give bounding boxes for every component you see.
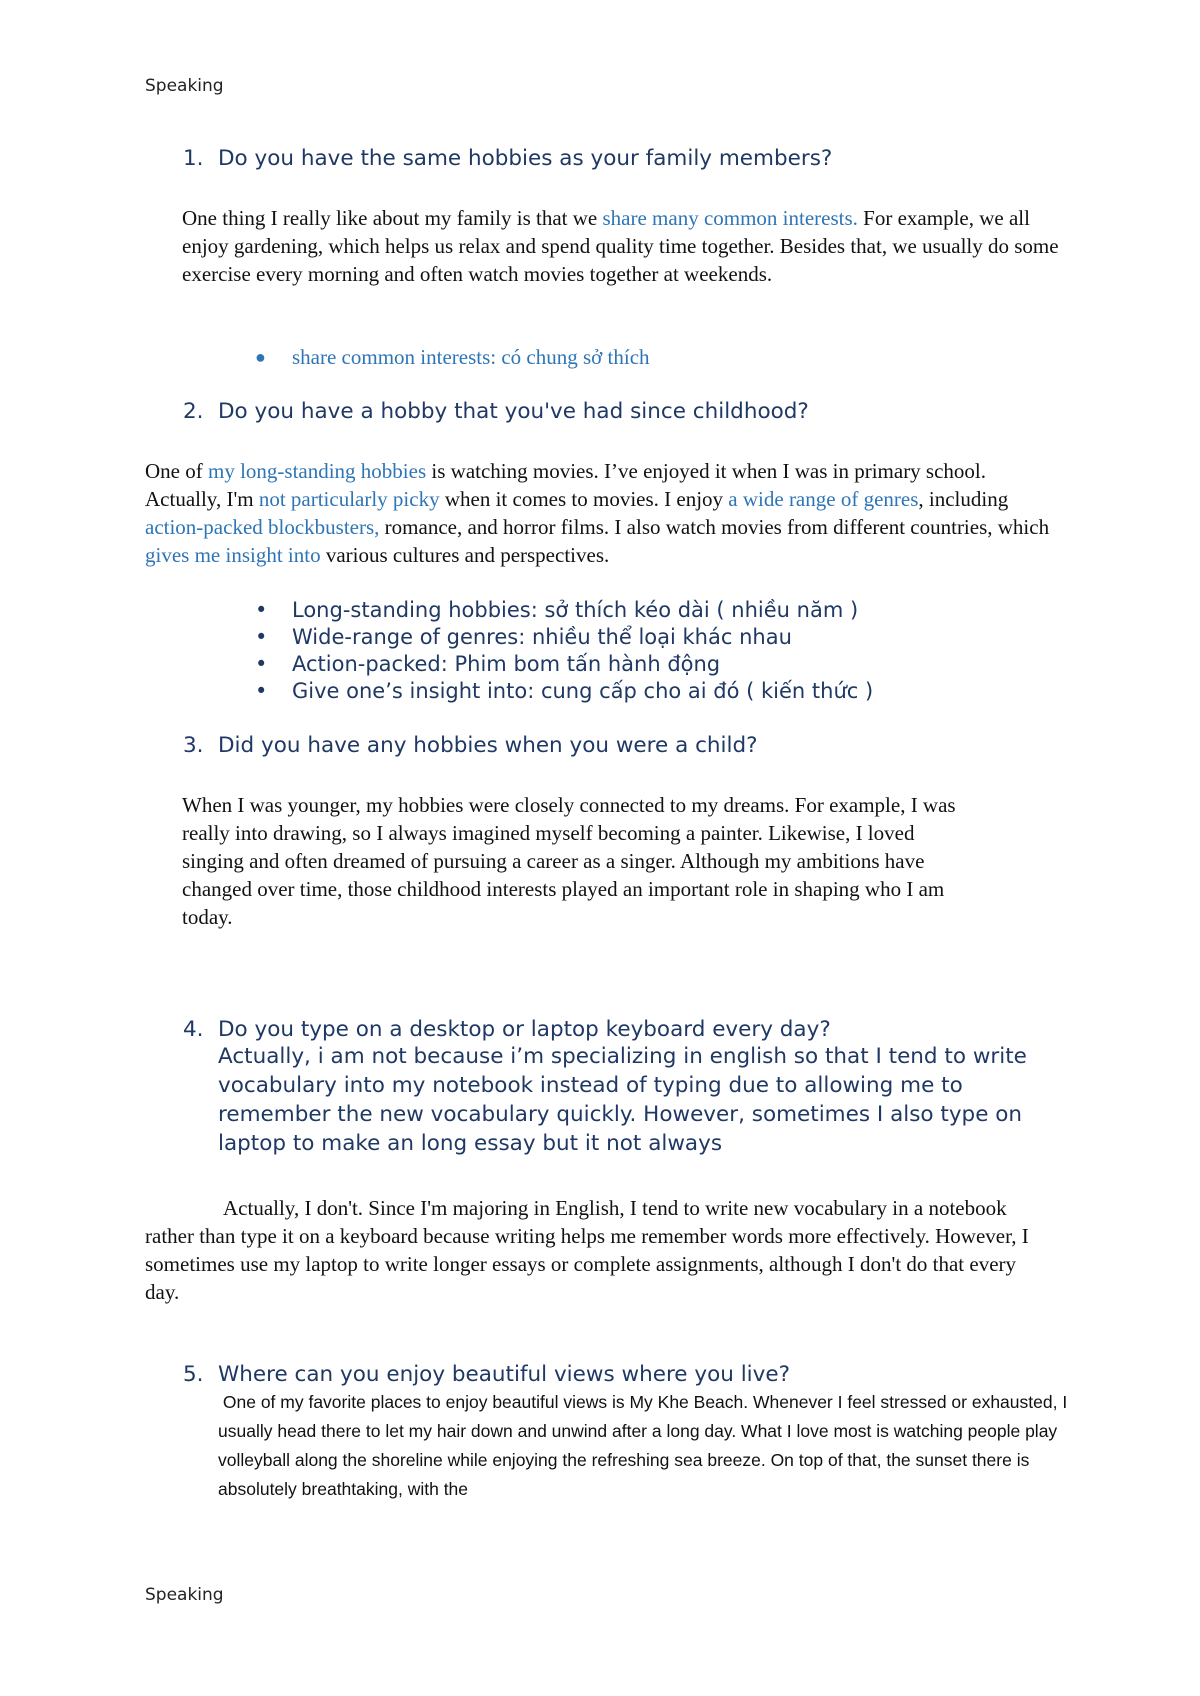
question-number: 1. (183, 146, 204, 171)
answer-1: One thing I really like about my family is that we share many common interests. For example, we all enjoy gardening, which helps us relax and spend quality time together. Besides that, we usually do some exercise every morning and often watch movies together at weekends. (182, 206, 1059, 286)
highlight-phrase: gives me insight into (145, 543, 321, 567)
question-number: 2. (183, 399, 204, 424)
bullet-icon: ● (255, 347, 266, 367)
page-footer: Speaking (145, 1585, 224, 1605)
highlight-phrase: my long-standing hobbies (207, 459, 427, 483)
answer-2: One of my long-standing hobbies is watching movies. I’ve enjoyed it when I was in primary school. Actually, I'm not particularly picky when it comes to movies. I enjoy a wide range of genres, including action-packed blockbusters, romance, and horror films. I also watch movies from different countries, which gives me insight into various cultures and perspectives. (145, 459, 1050, 567)
question-4 (183, 1016, 831, 1044)
question-number: 4. (183, 1017, 204, 1042)
bullet-icon: • (255, 598, 268, 622)
question-2 (183, 398, 809, 426)
question-text: Did you have any hobbies when you were a child? (218, 733, 758, 758)
question-text: Do you have the same hobbies as your family members? (218, 146, 833, 171)
answer-4: Actually, I don't. Since I'm majoring in English, I tend to write new vocabulary in a notebook rather than type it on a keyboard because writing helps me remember words more effectively. However, I sometimes use my laptop to write longer essays or complete assignments, although I don't do that every day. (145, 1196, 1029, 1304)
question-number: 3. (183, 733, 204, 758)
page-header: Speaking (145, 76, 224, 96)
question-3 (183, 732, 758, 760)
bullet-icon: • (255, 679, 268, 703)
highlight-phrase: not particularly picky (258, 487, 440, 511)
vocab-item: ● share common interests: có chung sở thích (255, 345, 650, 369)
highlight-phrase: share many common interests. (602, 206, 858, 230)
question-1 (183, 145, 832, 173)
question-5 (183, 1361, 790, 1389)
answer-3: When I was younger, my hobbies were closely connected to my dreams. For example, I was really into drawing, so I always imagined myself becoming a painter. Likewise, I loved singing and often dreamed of pursuing a career as a singer. Although my ambitions have changed over time, those childhood interests played an important role in shaping who I am today. (182, 793, 956, 929)
question-text: Where can you enjoy beautiful views where you live? (218, 1362, 791, 1387)
answer-5: One of my favorite places to enjoy beautiful views is My Khe Beach. Whenever I feel stressed or exhausted, I usually head there to let my hair down and unwind after a long day. What I love most is watching people play volleyball along the shoreline while enjoying the refreshing sea breeze. On top of that, the sunset there is absolutely breathtaking, with the (218, 1392, 1068, 1499)
vocab-item: • Give one’s insight into: cung cấp cho ai đó ( kiến thức ) (255, 679, 874, 703)
question-text: Do you type on a desktop or laptop keyboard every day? (218, 1017, 831, 1042)
question-text: Do you have a hobby that you've had since childhood? (218, 399, 809, 424)
bullet-icon: • (255, 625, 268, 649)
highlight-phrase: action-packed blockbusters, (145, 515, 380, 539)
vocab-item: • Action-packed: Phim bom tấn hành động (255, 652, 721, 676)
question-number: 5. (183, 1362, 204, 1387)
draft-answer-4: Actually, i am not because i’m specializing in english so that I tend to write vocabulary into my notebook instead of typing due to allowing me to remember the new vocabulary quickly. However, sometimes I also type on laptop to make an long essay but it not always (218, 1044, 1027, 1156)
vocab-item: • Long-standing hobbies: sở thích kéo dài ( nhiều năm ) (255, 598, 859, 622)
highlight-phrase: a wide range of genres (728, 487, 919, 511)
bullet-icon: • (255, 652, 268, 676)
vocab-item: • Wide-range of genres: nhiều thể loại khác nhau (255, 625, 792, 649)
